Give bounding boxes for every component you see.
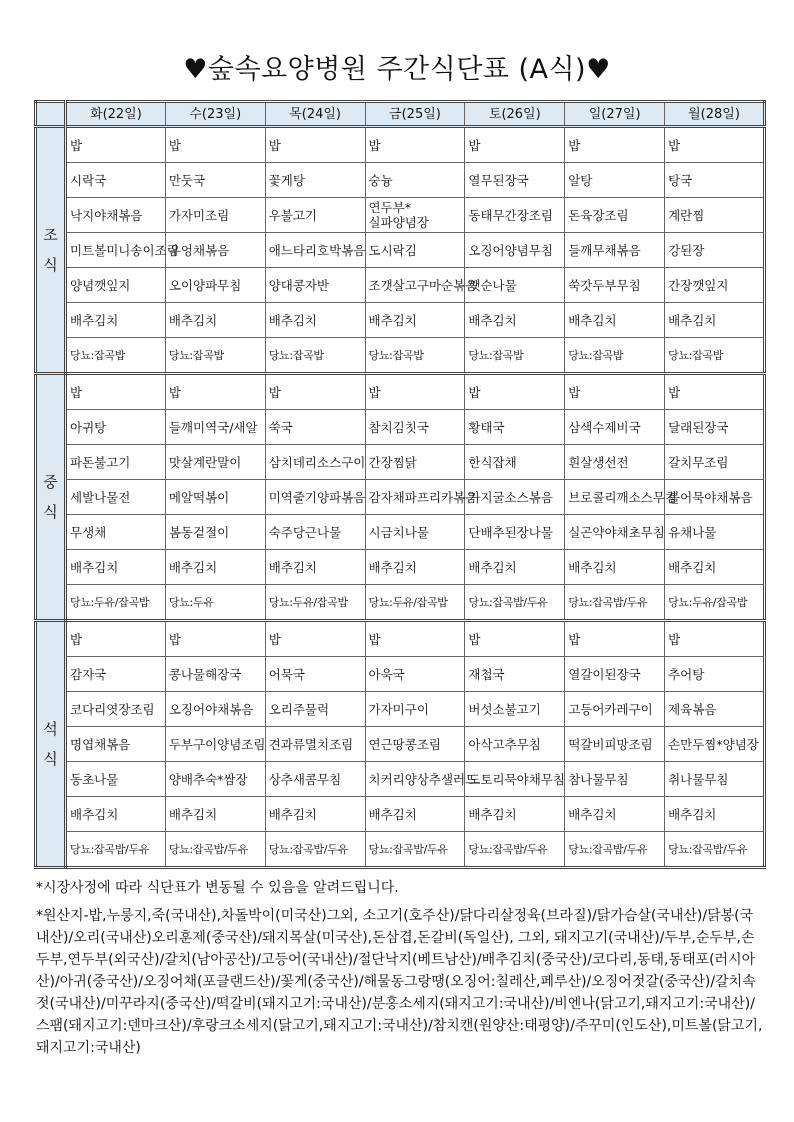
- menu-cell: 애느타리호박볶음: [265, 233, 365, 268]
- menu-cell: 밥: [265, 621, 365, 657]
- menu-cell: 시락국: [66, 163, 166, 198]
- menu-cell: 실곤약야채초무침: [565, 515, 665, 550]
- menu-cell: 참나물무침: [565, 762, 665, 797]
- menu-row: [36, 621, 765, 657]
- menu-cell: 간장찜닭: [365, 445, 465, 480]
- menu-row: [36, 445, 765, 480]
- menu-cell: 유채나물: [665, 515, 765, 550]
- menu-cell: 배추김치: [465, 550, 565, 585]
- menu-cell: 도시락김: [365, 233, 465, 268]
- menu-cell: 만둣국: [165, 163, 265, 198]
- menu-cell: 당뇨:잡곡밥/두유: [365, 832, 465, 868]
- menu-cell: 간장깻잎지: [665, 268, 765, 303]
- menu-cell: 미트볼미니송이조림: [66, 233, 166, 268]
- menu-cell: 꽃게탕: [265, 163, 365, 198]
- menu-cell: 재첩국: [465, 657, 565, 692]
- menu-cell: 손만두찜*양념장: [665, 727, 765, 762]
- menu-cell: 밥: [265, 374, 365, 410]
- menu-cell: 당뇨:잡곡밥/두유: [465, 585, 565, 621]
- day-header: 수(23일): [165, 102, 265, 127]
- menu-cell: 취나물무침: [665, 762, 765, 797]
- menu-cell: 도토리묵야채무침: [465, 762, 565, 797]
- meal-label: 석 식: [36, 621, 66, 868]
- menu-row: [36, 268, 765, 303]
- menu-cell: 오징어야채볶음: [165, 692, 265, 727]
- menu-cell: 맛살계란말이: [165, 445, 265, 480]
- menu-cell: 밥: [165, 374, 265, 410]
- menu-cell: 삼색수제비국: [565, 410, 665, 445]
- menu-cell: 당뇨:잡곡밥: [465, 338, 565, 374]
- menu-cell: 배추김치: [165, 550, 265, 585]
- menu-cell: 당뇨:잡곡밥/두유: [665, 832, 765, 868]
- menu-cell: 양념깻잎지: [66, 268, 166, 303]
- menu-row: [36, 657, 765, 692]
- menu-row: [36, 550, 765, 585]
- menu-cell: 배추김치: [66, 550, 166, 585]
- menu-cell: 한식잡채: [465, 445, 565, 480]
- menu-cell: 알탕: [565, 163, 665, 198]
- menu-cell: 당뇨:두유: [165, 585, 265, 621]
- menu-cell: 강된장: [665, 233, 765, 268]
- menu-cell: 배추김치: [665, 550, 765, 585]
- menu-cell: 배추김치: [665, 303, 765, 338]
- menu-cell: 배추김치: [665, 797, 765, 832]
- header-corner: [36, 102, 66, 127]
- menu-cell: 브로콜리깨소스무침: [565, 480, 665, 515]
- menu-cell: 명엽채볶음: [66, 727, 166, 762]
- menu-cell: 감자채파프리카볶음: [365, 480, 465, 515]
- menu-cell: 조갯살고구마순볶음: [365, 268, 465, 303]
- notes-section: [36, 877, 766, 1065]
- menu-cell: 밥: [465, 621, 565, 657]
- menu-row: [36, 480, 765, 515]
- menu-cell: 추어탕: [665, 657, 765, 692]
- menu-cell: 당뇨:잡곡밥/두유: [565, 585, 665, 621]
- menu-cell: 가지굴소스볶음: [465, 480, 565, 515]
- menu-cell: 오리주물럭: [265, 692, 365, 727]
- origin-text: *원산지-밥,누룽지,죽(국내산),차돌박이(미국산)그외, 소고기(호주산)/닭다리살정육(브라질)/닭가슴살(국내산)/닭봉(국내산)/오리(국내산)오리훈제(중국산)/돼지목살(미국산),돈삼겹,돈갈비(독일산), 그외, 돼지고기(국내산)/두부,순두부,손두부,연두부(외국산)/갈치(남아공산)/고등어(국내산)/절단낙지(베트남산)/배추김치(중국산)/코다리,동태,동태포(러시아산)/아귀(중국산)/오징어채(포클랜드산)/꽃게(중국산)/해물동그랑땡(오징어:칠레산,페루산)/오징어젓갈(중국산)/갈치속젓(국내산)/미꾸라지(중국산)/떡갈비(돼지고기:국내산)/분홍소세지(돼지고기:국내산)/비엔나(닭고기,돼지고기:국내산)/스팸(돼지고기:덴마크산)/후랑크소세지(닭고기,돼지고기:국내산)/참치캔(원양산:태평양)/주꾸미(인도산),미트볼(닭고기,돼지고기:국내산): [36, 908, 763, 1056]
- menu-cell: 돈육장조림: [565, 198, 665, 233]
- menu-cell: 밥: [665, 621, 765, 657]
- weekly-menu-table: [34, 100, 766, 869]
- menu-cell: 밥: [365, 374, 465, 410]
- menu-cell: 당뇨:두유/잡곡밥: [665, 585, 765, 621]
- menu-cell: 당뇨:잡곡밥: [565, 338, 665, 374]
- menu-cell: 단배추된장나물: [465, 515, 565, 550]
- menu-row: [36, 797, 765, 832]
- menu-row: [36, 127, 765, 163]
- menu-cell: 당뇨:잡곡밥/두유: [465, 832, 565, 868]
- menu-cell: 봄동겉절이: [165, 515, 265, 550]
- menu-cell: 고등어카레구이: [565, 692, 665, 727]
- menu-cell: 밥: [66, 621, 166, 657]
- menu-cell: 밥: [665, 374, 765, 410]
- menu-cell: 밥: [665, 127, 765, 163]
- menu-cell: 감자국: [66, 657, 166, 692]
- menu-cell: 배추김치: [165, 303, 265, 338]
- menu-cell: 당뇨:잡곡밥/두유: [165, 832, 265, 868]
- menu-row: [36, 692, 765, 727]
- menu-cell: 연근땅콩조림: [365, 727, 465, 762]
- menu-cell: 배추김치: [565, 797, 665, 832]
- day-header: 일(27일): [565, 102, 665, 127]
- menu-cell: 우불고기: [265, 198, 365, 233]
- menu-cell: 당뇨:잡곡밥/두유: [265, 832, 365, 868]
- menu-cell: 쑥갓두부무침: [565, 268, 665, 303]
- menu-cell: 당뇨:잡곡밥: [66, 338, 166, 374]
- menu-cell: 황태국: [465, 410, 565, 445]
- menu-cell: 들깨미역국/새알: [165, 410, 265, 445]
- menu-cell: 당뇨:잡곡밥/두유: [565, 832, 665, 868]
- menu-row: [36, 410, 765, 445]
- menu-row: [36, 198, 765, 233]
- menu-cell: 배추김치: [165, 797, 265, 832]
- menu-cell: 밥: [66, 127, 166, 163]
- page-title: ♥숲속요양병원 주간식단표 (A식)♥: [183, 54, 611, 85]
- menu-cell: 무생채: [66, 515, 166, 550]
- menu-cell: 밥: [365, 621, 465, 657]
- menu-cell: 배추김치: [465, 797, 565, 832]
- menu-cell: 배추김치: [365, 797, 465, 832]
- menu-row: [36, 303, 765, 338]
- menu-cell: 배추김치: [565, 550, 665, 585]
- menu-cell: 배추김치: [265, 797, 365, 832]
- menu-cell: 제육볶음: [665, 692, 765, 727]
- menu-cell: 동초나물: [66, 762, 166, 797]
- menu-cell: 밥: [565, 127, 665, 163]
- menu-cell: 깻순나물: [465, 268, 565, 303]
- day-header: 금(25일): [365, 102, 465, 127]
- menu-cell: 배추김치: [565, 303, 665, 338]
- menu-cell: 달래된장국: [665, 410, 765, 445]
- menu-cell: 아욱국: [365, 657, 465, 692]
- menu-cell: 견과류멸치조림: [265, 727, 365, 762]
- menu-cell: 열갈이된장국: [565, 657, 665, 692]
- menu-cell: 메알떡볶이: [165, 480, 265, 515]
- day-header-row: [36, 102, 765, 127]
- menu-cell: 들깨무채볶음: [565, 233, 665, 268]
- menu-cell: 낙지야채볶음: [66, 198, 166, 233]
- menu-cell: 쑥국: [265, 410, 365, 445]
- menu-cell: 밥: [465, 127, 565, 163]
- menu-cell: 우엉채볶음: [165, 233, 265, 268]
- menu-cell: 양대콩자반: [265, 268, 365, 303]
- meal-label: 중 식: [36, 374, 66, 621]
- menu-cell: 밥: [565, 621, 665, 657]
- menu-cell: 숭늉: [365, 163, 465, 198]
- menu-cell: 양배추숙*쌈장: [165, 762, 265, 797]
- menu-cell: 볼어묵야채볶음: [665, 480, 765, 515]
- menu-body: [36, 127, 765, 868]
- menu-cell: 당뇨:두유/잡곡밥: [265, 585, 365, 621]
- menu-cell: 밥: [365, 127, 465, 163]
- menu-cell: 계란찜: [665, 198, 765, 233]
- menu-cell: 당뇨:잡곡밥: [165, 338, 265, 374]
- menu-cell: 떡갈비피망조림: [565, 727, 665, 762]
- menu-cell: 코다리엿장조림: [66, 692, 166, 727]
- menu-cell: 밥: [165, 127, 265, 163]
- menu-cell: 배추김치: [465, 303, 565, 338]
- menu-cell: 배추김치: [66, 797, 166, 832]
- menu-cell: 가자미조림: [165, 198, 265, 233]
- menu-cell: 흰살생선전: [565, 445, 665, 480]
- menu-cell: 버섯소불고기: [465, 692, 565, 727]
- menu-cell: 배추김치: [265, 550, 365, 585]
- menu-row: [36, 585, 765, 621]
- day-header: 토(26일): [465, 102, 565, 127]
- menu-cell: 배추김치: [66, 303, 166, 338]
- menu-row: [36, 727, 765, 762]
- menu-cell: 동태무간장조림: [465, 198, 565, 233]
- menu-row: [36, 233, 765, 268]
- menu-cell: 아삭고추무침: [465, 727, 565, 762]
- menu-cell: 파돈불고기: [66, 445, 166, 480]
- menu-cell: 상추새콤무침: [265, 762, 365, 797]
- menu-cell: 갈치무조림: [665, 445, 765, 480]
- day-header: 화(22일): [66, 102, 166, 127]
- menu-cell: 아귀탕: [66, 410, 166, 445]
- menu-cell: 미역줄기양파볶음: [265, 480, 365, 515]
- menu-cell: 두부구이양념조림: [165, 727, 265, 762]
- menu-cell: 당뇨:잡곡밥: [665, 338, 765, 374]
- day-header: 월(28일): [665, 102, 765, 127]
- menu-cell: 열무된장국: [465, 163, 565, 198]
- menu-row: [36, 515, 765, 550]
- menu-cell: 배추김치: [365, 550, 465, 585]
- menu-cell: 치커리양상추샐러드: [365, 762, 465, 797]
- menu-cell: 콩나물해장국: [165, 657, 265, 692]
- menu-cell: 숙주당근나물: [265, 515, 365, 550]
- menu-cell: 참치김칫국: [365, 410, 465, 445]
- meal-label: 조 식: [36, 127, 66, 374]
- menu-cell: 밥: [165, 621, 265, 657]
- menu-cell: 오징어양념무침: [465, 233, 565, 268]
- menu-cell: 오이양파무침: [165, 268, 265, 303]
- menu-cell: 당뇨:잡곡밥: [365, 338, 465, 374]
- notice-text: *시장사정에 따라 식단표가 변동될 수 있음을 알려드립니다.: [36, 880, 399, 896]
- menu-cell: 당뇨:두유/잡곡밥: [66, 585, 166, 621]
- menu-cell: 당뇨:잡곡밥/두유: [66, 832, 166, 868]
- menu-cell: 밥: [265, 127, 365, 163]
- menu-cell: 삼치데리소스구이: [265, 445, 365, 480]
- menu-cell: 어묵국: [265, 657, 365, 692]
- menu-cell: 가자미구이: [365, 692, 465, 727]
- menu-row: [36, 762, 765, 797]
- menu-cell: 밥: [465, 374, 565, 410]
- menu-cell: 밥: [66, 374, 166, 410]
- menu-cell: 당뇨:잡곡밥: [265, 338, 365, 374]
- menu-cell: 배추김치: [265, 303, 365, 338]
- menu-cell: 시금치나물: [365, 515, 465, 550]
- menu-row: [36, 338, 765, 374]
- menu-cell: 밥: [565, 374, 665, 410]
- menu-cell: 탕국: [665, 163, 765, 198]
- menu-cell: 당뇨:두유/잡곡밥: [365, 585, 465, 621]
- menu-cell: 배추김치: [365, 303, 465, 338]
- menu-row: [36, 374, 765, 410]
- menu-cell: 연두부*실파양념장: [365, 198, 465, 233]
- day-header: 목(24일): [265, 102, 365, 127]
- menu-row: [36, 163, 765, 198]
- menu-cell: 세발나물전: [66, 480, 166, 515]
- menu-row: [36, 832, 765, 868]
